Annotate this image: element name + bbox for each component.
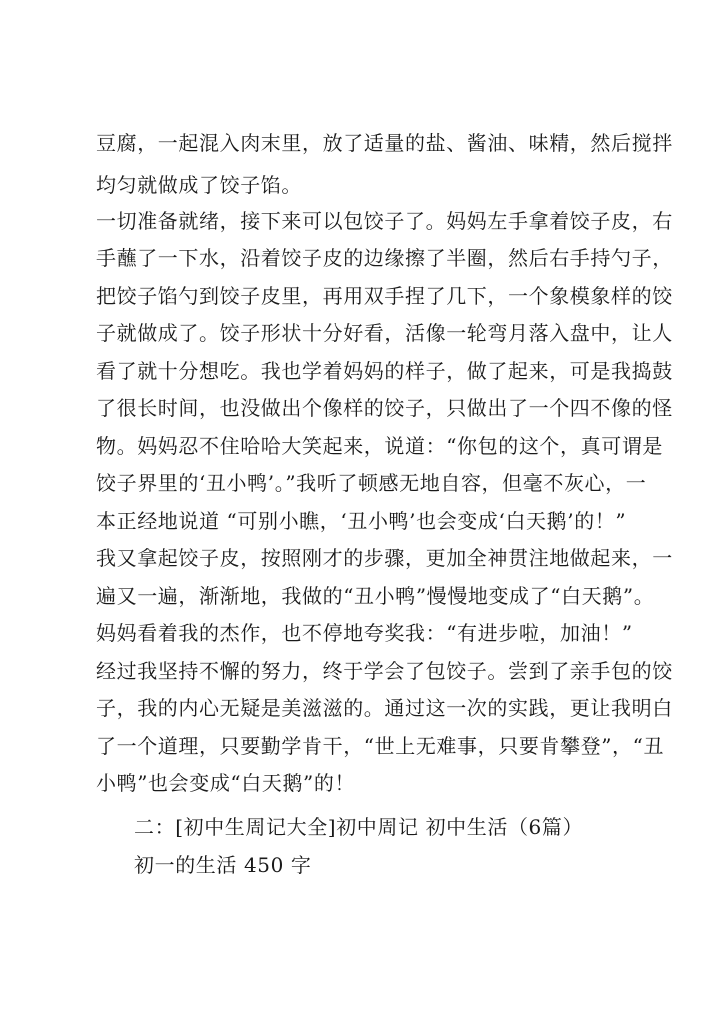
section-heading: 二：[初中生周记大全]初中周记 初中生活（6篇） — [134, 815, 584, 839]
body-text-line: 把饺子馅勺到饺子皮里，再用双手捏了几下，一个象模象样的饺 — [96, 284, 673, 308]
body-text-line: 物。妈妈忍不住哈哈大笑起来，说道：“你包的这个，真可谓是 — [96, 434, 664, 458]
body-text-line: 均匀就做成了饺子馅。 — [96, 173, 302, 197]
body-text-line: 本正经地说道 “可别小瞧，‘丑小鸭’也会变成‘白天鹅’的！” — [96, 509, 627, 533]
body-text-line: 经过我坚持不懈的努力，终于学会了包饺子。尝到了亲手包的饺 — [96, 659, 673, 683]
body-text-line: 子，我的内心无疑是美滋滋的。通过这一次的实践，更让我明白 — [96, 696, 673, 720]
body-text-line: 豆腐，一起混入肉末里，放了适量的盐、酱油、味精，然后搅拌 — [96, 131, 673, 155]
body-text-line: 妈妈看着我的杰作，也不停地夸奖我：“有进步啦，加油！” — [96, 621, 633, 645]
body-text-line: 饺子界里的‘丑小鸭’。”我听了顿感无地自容，但毫不灰心，一 — [96, 471, 647, 495]
subheading: 初一的生活 450 字 — [134, 853, 312, 877]
body-text-line: 小鸭”也会变成“白天鹅”的！ — [96, 771, 356, 795]
body-text-line: 了一个道理，只要勤学肯干，“世上无难事，只要肯攀登”，“丑 — [96, 734, 665, 758]
body-text-line: 遍又一遍，渐渐地，我做的“丑小鸭”慢慢地变成了“白天鹅”。 — [96, 584, 655, 608]
body-text-line: 手蘸了一下水，沿着饺子皮的边缘擦了半圈，然后右手持勺子， — [96, 246, 673, 270]
body-text-line: 子就做成了。饺子形状十分好看，活像一轮弯月落入盘中，让人 — [96, 321, 673, 345]
body-text-line: 看了就十分想吃。我也学着妈妈的样子，做了起来，可是我捣鼓 — [96, 359, 673, 383]
body-text-line: 一切准备就绪，接下来可以包饺子了。妈妈左手拿着饺子皮，右 — [96, 209, 673, 233]
body-text-line: 了很长时间，也没做出个像样的饺子，只做出了一个四不像的怪 — [96, 396, 673, 420]
body-text-line: 我又拿起饺子皮，按照刚才的步骤，更加全神贯注地做起来，一 — [96, 546, 673, 570]
